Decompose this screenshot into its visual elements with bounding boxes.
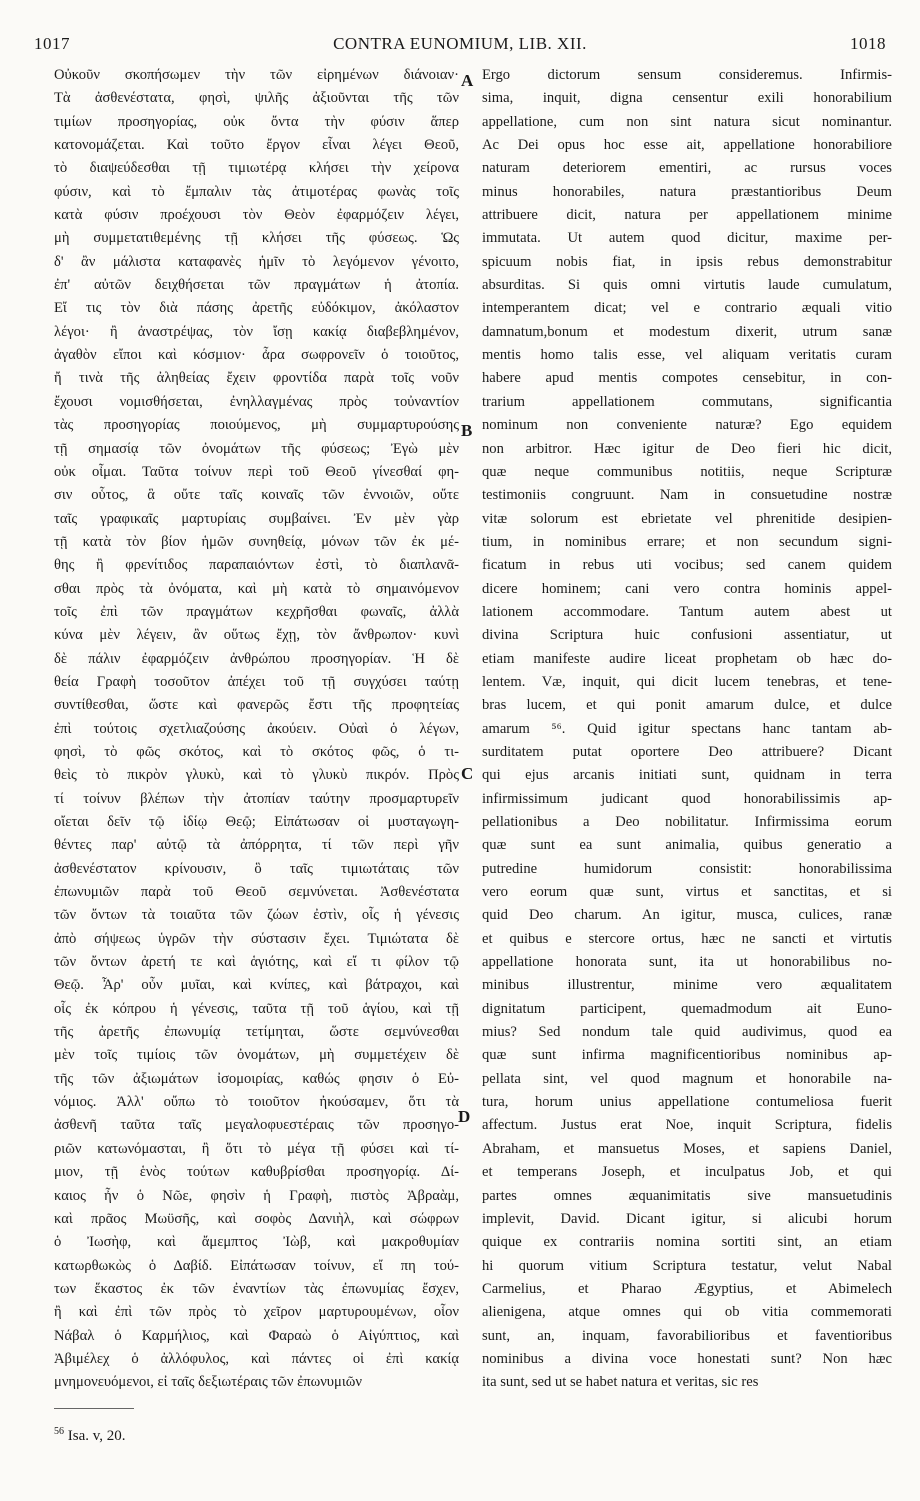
greek-text-line: ἀσθενῆ ταῦτα ταῖς μεγαλοφυεστέραις τῶν προσηγο-: [54, 1117, 459, 1134]
latin-text-line: tura, horum unius appellatione contumeliosa fuerit: [482, 1094, 892, 1111]
latin-text-line: bras lucem, et qui ponit amarum dulce, et dulce: [482, 697, 892, 714]
latin-text-line: Abraham, et mansuetus Moses, et sapiens Daniel,: [482, 1140, 892, 1157]
section-marker-a: A: [461, 71, 474, 90]
latin-text-line: alienigena, atque omnes qui ob vitia commemorati: [482, 1304, 892, 1321]
greek-text-line: δ' ἂν μάλιστα καταφανὲς ἡμῖν τὸ λεγόμενον γένοιτο,: [54, 253, 459, 270]
section-marker-c: C: [461, 764, 474, 783]
greek-text-line: θέντες παρ' αὐτῷ τὰ ἀπόρρητα, τί τῶν περὶ γῆν: [54, 837, 459, 854]
latin-text-line: implevit, David. Dicant igitur, si alicubi horum: [482, 1210, 892, 1227]
greek-text-line: Θεῷ. Ἆρ' οὖν μυῖαι, καὶ κνίπες, καὶ βάτραχοι, καὶ: [54, 977, 459, 994]
latin-text-line: infirmissimum judicant quod honorabilissimis ap-: [482, 790, 892, 807]
greek-text-line: μὲν τοῖς τιμίοις τῶν ὀνομάτων, μὴ συμμετέχειν δὲ: [54, 1047, 459, 1064]
greek-column: [54, 64, 459, 1395]
latin-text-line: ficatum in rebus uti vocibus; sed canem quidem: [482, 557, 892, 574]
latin-text-line: sunt, an, inquam, favorabilioribus et faventioribus: [482, 1327, 892, 1344]
greek-text-line: τὸ διαψεύδεσθαι τῇ τιμιωτέρᾳ κλήσει τὴν χείρονα: [54, 160, 459, 177]
latin-text-line: quæ neque communibus notitiis, neque Scripturæ: [482, 463, 892, 480]
greek-text-line: κατὰ φύσιν προέχουσι τὸν Θεὸν ἐφαρμόζειν λέγει,: [54, 207, 459, 224]
greek-text-line: ἐπ' αὐτῶν δειχθήσεται τῶν πραγμάτων ἡ ἀτοπία.: [54, 277, 459, 294]
latin-text-line: absurditas. Si quis omni virtutis laude cumulatum,: [482, 277, 892, 294]
footnote: [54, 1426, 126, 1445]
greek-text-line: τί τοίνυν βλέπων τὴν ἀτοπίαν ταύτην προσμαρτυρεῖν: [54, 790, 459, 807]
greek-text-line: καιος ἦν ὁ Νῶε, φησὶν ἡ Γραφὴ, πιστὸς Ἀβραὰμ,: [54, 1187, 459, 1204]
greek-text-line: των ἕκαστος ἐκ τῶν ἐναντίων τὰς ἐπωνυμίας ἔσχεν,: [54, 1280, 459, 1297]
greek-text-line: μιον, τῇ ἑνὸς τούτων καθυβρίσθαι προσηγορίᾳ. Δί-: [54, 1164, 459, 1181]
latin-text-line: appellatione, cum non sint natura sicut nominantur.: [482, 113, 892, 130]
latin-text-line: Ac Dei opus hoc esse ait, appellatione honorabiliore: [482, 137, 892, 154]
greek-text-line: Εἴ τις τὸν διὰ πάσης ἀρετῆς εὐδόκιμον, ἀκόλαστον: [54, 300, 459, 317]
greek-text-line: τὰς προσηγορίας ποιούμενος, μὴ συμμαρτυρούσης: [54, 417, 459, 434]
greek-text-line: ἐπωνυμιῶν παρὰ τοῦ Θεοῦ σεμνύνεται. Ἀσθενέστατα: [54, 884, 459, 901]
greek-text-line: τῇ κατὰ τὸν βίον ἡμῶν συνηθείᾳ, μόνων τῶν ἐκ μέ-: [54, 533, 459, 550]
latin-text-line: sima, inquit, digna censentur exili honorabilium: [482, 90, 892, 107]
greek-text-line: κατωρθωκὼς ὁ Δαβίδ. Εἰπάτωσαν τοίνυν, εἴ πη τού-: [54, 1257, 459, 1274]
latin-text-line: putredine humidorum consistit: honorabilissima: [482, 860, 892, 877]
latin-text-line: vero eorum quæ sunt, virtus et sanctitas, et si: [482, 884, 892, 901]
greek-text-line: ἤ τινὰ τῆς ἀληθείας ἔχειν φροντίδα παρὰ τοῖς νοῦν: [54, 370, 459, 387]
latin-text-line: partes omnes æquanimitatis sive mansuetudinis: [482, 1187, 892, 1204]
latin-text-line: intemperantem dicat; vel e contrario æquali vitio: [482, 300, 892, 317]
latin-text-line: mentis homo talis esse, vel aliquam veritatis curam: [482, 347, 892, 364]
latin-text-line: trarium appellationem commutans, significantia: [482, 393, 892, 410]
greek-text-line: φύσιν, καὶ τὸ ἔμπαλιν τὰς ἀτιμοτέρας φωνὰς τοῖς: [54, 183, 459, 200]
greek-text-line: οἴεται δεῖν τῷ ἰδίῳ Θεῷ; Εἰπάτωσαν οἱ μυσταγωγη-: [54, 814, 459, 830]
latin-text-line: quæ sunt ea sunt animalia, quibus generatio a: [482, 837, 892, 854]
greek-text-line: ἔχουσι νομισθήσεται, ἐνηλλαγμένας πρὸς τοὐναντίον: [54, 393, 459, 410]
latin-text-line: testimoniis congruunt. Nam in consuetudine nostræ: [482, 487, 892, 504]
latin-text-line: spicuum nobis fiat, in ipsis rebus demonstrabitur: [482, 253, 892, 270]
page-number-right: 1018: [850, 34, 886, 53]
page-header: [34, 34, 886, 56]
latin-text-line: affectum. Justus erat Noe, inquit Scriptura, fidelis: [482, 1117, 892, 1134]
latin-text-line: immutata. Ut autem quod dicitur, maxime per-: [482, 230, 892, 247]
latin-text-line: quique ex contrariis nomina sortiti sint, an etiam: [482, 1234, 892, 1251]
greek-text-line: τιμίων προσηγορίας, οὐκ ὄντα τὴν φύσιν ἅπερ: [54, 113, 459, 130]
latin-text-line: et quibus e stercore ortus, hæc ne sancti et virtutis: [482, 930, 892, 947]
latin-text-line: minibus illustrentur, minime vero æqualitatem: [482, 977, 892, 994]
greek-text-line: δὲ πάλιν ἐφαρμόζειν ἀνθρώπου προσηγορίαν. Ἡ δὲ: [54, 650, 459, 667]
greek-text-line: θεὶς τὸ πικρὸν γλυκὺ, καὶ τὸ γλυκὺ πικρόν. Πρὸς: [54, 767, 459, 784]
greek-text-line: ἀγαθὸν εἴποι καὶ κόσμιον· ἆρα σωφρονεῖν ὁ τοιοῦτος,: [54, 347, 459, 364]
latin-text-line: dicere hominem; cani vero contra hominis appel-: [482, 580, 892, 597]
latin-text-line: non arbitror. Hæc igitur de Deo fieri hic dicit,: [482, 440, 892, 457]
latin-text-line: tium, in nominibus errare; et non secundum signi-: [482, 533, 892, 550]
latin-text-line: hi quorum vitium Scriptura testatur, velut Nabal: [482, 1257, 892, 1274]
greek-text-line: κύνα μὲν λέγειν, ἂν οὕτως ἔχῃ, τὸν ἄνθρωπον· κυνὶ: [54, 627, 459, 644]
latin-text-line: etiam manifeste audire liceat prophetam ob hæc do-: [482, 650, 892, 667]
greek-text-line: τοῖς ἐπὶ τῶν πραγμάτων κεχρῆσθαι φωναῖς, ἀλλὰ: [54, 603, 459, 620]
greek-text-line: τῆς τῶν ἀξιωμάτων ἰσομοιρίας, καθώς φησιν ὁ Εὐ-: [54, 1070, 459, 1087]
greek-text-line: ἢ καὶ ἐπὶ τῶν πρὸς τὸ χεῖρον μαρτυρουμένων, οἷον: [54, 1304, 459, 1321]
greek-text-line: τῇ σημασίᾳ τῶν ὀνομάτων τῆς φύσεως; Ἐγὼ μὲν: [54, 440, 459, 457]
greek-text-line: κατονομάζεται. Καὶ τοῦτο ἔργον εἶναι λέγει Θεοῦ,: [54, 137, 459, 154]
greek-text-line: οὐκ οἶμαι. Ταῦτα τοίνυν περὶ τοῦ Θεοῦ γίνεσθαί φη-: [54, 463, 459, 480]
greek-text-line: ἐπὶ τούτοις σχετλιαζούσης ἀκούειν. Οὐαὶ ὁ λέγων,: [54, 720, 459, 737]
footnote-divider: [54, 1408, 134, 1409]
section-marker-b: B: [461, 421, 473, 440]
latin-text-line: surditatem putat oportere Deo attribuere? Dicant: [482, 743, 892, 760]
greek-text-line: ἀπὸ σήψεως ὑγρῶν τὴν σύστασιν ἔχει. Τιμιώτατα δὲ: [54, 930, 459, 947]
greek-text-line: θεία Γραφὴ τοσοῦτον ἀπέχει τοῦ τῇ συγχύσει ταύτῃ: [54, 673, 459, 690]
section-marker-d: D: [458, 1107, 471, 1126]
running-title: CONTRA EUNOMIUM, LIB. XII.: [333, 34, 587, 53]
latin-text-line: ita sunt, sed ut se habet natura et veritas, sic res: [482, 1374, 759, 1391]
greek-text-line: φησὶ, τὸ φῶς σκότος, καὶ τὸ σκότος φῶς, ὁ τι-: [54, 743, 459, 760]
latin-text-line: damnatum,bonum et modestum dixerit, utrum sanæ: [482, 323, 892, 340]
latin-text-line: nominibus a divina voce honestati sunt? Non hæc: [482, 1350, 892, 1367]
greek-text-line: Ἀβιμέλεχ ὁ ἀλλόφυλος, καὶ πάντες οἱ ἐπὶ κακίᾳ: [54, 1350, 459, 1367]
greek-text-line: συντίθεσθαι, ὥστε καὶ φανερῶς ἔστι τῆς προφητείας: [54, 697, 459, 714]
latin-text-line: et temperans Joseph, et inculpatus Job, et qui: [482, 1164, 892, 1181]
latin-text-line: mius? Sed nondum tale quid audivimus, quod ea: [482, 1024, 892, 1041]
greek-text-line: λέγοι· ἢ ἀναστρέψας, τὸν ἴσῃ κακίᾳ διαβεβλημένον,: [54, 323, 459, 340]
footnote-number: 56: [54, 1426, 64, 1437]
latin-text-line: lationem accommodare. Tantum autem abest ut: [482, 603, 892, 620]
footnote-text: Isa. v, 20.: [67, 1428, 126, 1444]
greek-text-line: τῆς ἀρετῆς ἐπωνυμίᾳ τετίμηται, ὥστε σεμνύνεσθαι: [54, 1024, 459, 1041]
latin-column: [482, 64, 892, 1395]
greek-text-line: τῶν ὄντων ἀρετή τε καὶ ἁγιότης, καὶ εἴ τι φίλον τῷ: [54, 954, 459, 971]
greek-text-line: ὁ Ἰωσὴφ, καὶ ἄμεμπτος Ἰὼβ, καὶ μακροθυμίαν: [54, 1234, 459, 1251]
page-number-left: 1017: [34, 34, 70, 53]
greek-text-line: Τὰ ἀσθενέστατα, φησὶ, ψιλῆς ἀξιοῦνται τῆς τῶν: [54, 90, 459, 107]
greek-text-line: νόμιος. Ἀλλ' οὔπω τὸ τοιοῦτον ἠκούσαμεν, ὅτι τὰ: [54, 1094, 459, 1111]
latin-text-line: dignitatum participent, quemadmodum ait Euno-: [482, 1000, 892, 1017]
latin-text-line: lentem. Væ, inquit, qui dicit lucem tenebras, et tene-: [482, 673, 892, 690]
latin-text-line: pellata sint, vel quod magnum et honorabile na-: [482, 1070, 892, 1087]
greek-text-line: Οὐκοῦν σκοπήσωμεν τὴν τῶν εἰρημένων διάνοιαν·: [54, 67, 459, 83]
latin-text-line: quid Deo charum. An igitur, musca, culices, ranæ: [482, 907, 892, 924]
latin-text-line: qui ejus arcanis initiati sunt, quidnam in terra: [482, 767, 892, 784]
latin-text-line: amarum ⁵⁶. Quid igitur spectans hanc tantam ab-: [482, 720, 892, 737]
latin-text-line: Carmelius, et Pharao Ægyptius, et Abimelech: [482, 1280, 892, 1297]
latin-text-line: Ergo dictorum sensum consideremus. Infirmis-: [482, 67, 892, 83]
latin-text-line: habere apud mentis compotes censebitur, in con-: [482, 370, 892, 387]
greek-text-line: ριῶν κατωνόμασται, ἢ ὅτι τὸ μέγα τῇ φύσει καὶ τί-: [54, 1140, 459, 1157]
greek-text-line: θης ἢ φρενίτιδος παραπαιόντων ἐστὶ, τὸ διαπλανᾶ-: [54, 557, 459, 574]
greek-text-line: μνημονευόμενοι, εἰ ταῖς δεξιωτέραις τῶν ἐπωνυμιῶν: [54, 1374, 362, 1391]
latin-text-line: naturam deteriorem ementiri, ac rursus voces: [482, 160, 892, 177]
latin-text-line: vitæ solorum est ebrietate vel phrenitide desipien-: [482, 510, 892, 527]
latin-text-line: minus honorabiles, natura præstantioribus Deum: [482, 183, 892, 200]
greek-text-line: καὶ πρᾶος Μωϋσῆς, καὶ σοφὸς Δανιὴλ, καὶ σώφρων: [54, 1210, 459, 1227]
latin-text-line: appellatione honorata sunt, ita ut honorabilibus no-: [482, 954, 892, 971]
latin-text-line: attribuere dicit, natura per appellationem minime: [482, 207, 892, 224]
latin-text-line: divina Scriptura huic confusioni assentiatur, ut: [482, 627, 892, 644]
greek-text-line: ἀσθενέστατον κρίνουσιν, ὃ ταῖς τιμιωτάταις τῶν: [54, 860, 459, 877]
latin-text-line: quæ sunt infirma magnificentioribus nominibus ap-: [482, 1047, 892, 1064]
latin-text-line: pellationibus a Deo nobilitatur. Infirmissima eorum: [482, 814, 892, 830]
greek-text-line: σιν οὗτος, ἃ οὔτε ταῖς κοιναῖς τῶν ἐννοιῶν, οὔτε: [54, 487, 459, 504]
greek-text-line: ταῖς γραφικαῖς μαρτυρίαις συμβαίνει. Ἐν μὲν γὰρ: [54, 510, 459, 527]
greek-text-line: σθαι πρὸς τὰ ὀνόματα, καὶ μὴ κατὰ τὸ σημαινόμενον: [54, 580, 459, 597]
greek-text-line: Νάβαλ ὁ Καρμήλιος, καὶ Φαραὼ ὁ Αἰγύπτιος, καὶ: [54, 1327, 459, 1344]
greek-text-line: μὴ συμμετατιθεμένης τῇ κλήσει τῆς φύσεως. Ὡς: [54, 230, 459, 247]
greek-text-line: τῶν ὄντων τὰ τοιαῦτα τῶν ζώων ἐστὶν, οἷς ἡ γένεσις: [54, 907, 459, 924]
latin-text-line: nominum non conveniente naturæ? Ego equidem: [482, 417, 892, 434]
greek-text-line: οἷς ἐκ κόπρου ἡ γένεσις, ταῦτα τῇ τοῦ ἁγίου, καὶ τῇ: [54, 1000, 459, 1017]
